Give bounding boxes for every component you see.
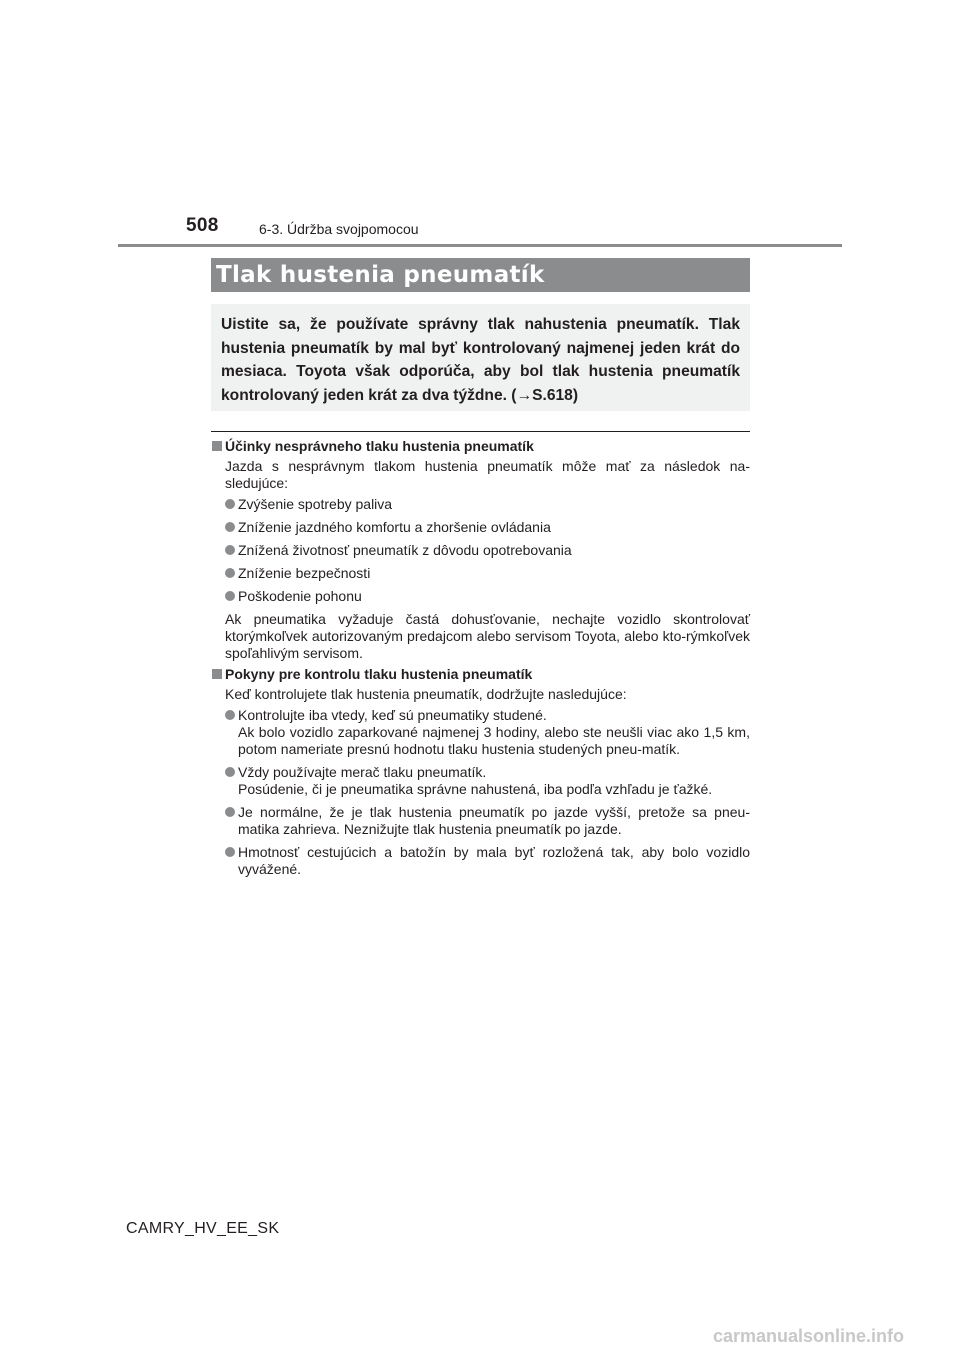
- content: [211, 438, 750, 884]
- subsection-heading-2: Pokyny pre kontrolu tlaku hustenia pneumatík: [211, 666, 750, 683]
- list-item: Zníženie jazdného komfortu a zhoršenie ovládania: [211, 519, 750, 536]
- section-divider: [211, 431, 750, 432]
- circle-bullet-icon: [225, 591, 235, 601]
- header-divider: [118, 244, 842, 247]
- list-item: Znížená životnosť pneumatík z dôvodu opotrebovania: [211, 542, 750, 559]
- list-item: Hmotnosť cestujúcich a batožín by mala byť rozložená tak, aby bolo vozidlo vyvážené.: [211, 844, 750, 878]
- page-title: Tlak hustenia pneumatík: [211, 258, 750, 292]
- list-item: Zvýšenie spotreby paliva: [211, 496, 750, 513]
- page-number: 508: [186, 215, 219, 236]
- circle-bullet-icon: [225, 568, 235, 578]
- list-item: Poškodenie pohonu: [211, 588, 750, 605]
- section-label: 6-3. Údržba svojpomocou: [259, 221, 419, 237]
- circle-bullet-icon: [225, 499, 235, 509]
- list-item: Je normálne, že je tlak hustenia pneumatík po jazde vyšší, pretože sa pneu-matika zahrieva. Neznižujte tlak hustenia pneumatík po jazde.: [211, 804, 750, 838]
- circle-bullet-icon: [225, 522, 235, 532]
- square-bullet-icon: [212, 441, 222, 451]
- square-bullet-icon: [212, 669, 222, 679]
- circle-bullet-icon: [225, 710, 235, 720]
- intro-box: Uistite sa, že používate správny tlak nahustenia pneumatík. Tlak hustenia pneumatík by mal byť kontrolovaný najmenej jeden krát do mesiaca. Toyota však odporúča, aby bol tlak hustenia pneumatík kontrolovaný jeden krát za dva týždne. (→S.618): [211, 304, 750, 411]
- watermark-logo: carmanualsonline.info: [713, 1326, 905, 1346]
- subsection-1-intro: Jazda s nesprávnym tlakom hustenia pneumatík môže mať za následok na-sledujúce:: [225, 458, 750, 491]
- circle-bullet-icon: [225, 767, 235, 777]
- circle-bullet-icon: [225, 545, 235, 555]
- list-item: Kontrolujte iba vtedy, keď sú pneumatiky studené. Ak bolo vozidlo zaparkované najmenej 3 hodiny, alebo ste neušli viac ako 1,5 km, potom nameriate presnú hodnotu tlaku hustenia studených pneu-matík.: [211, 707, 750, 758]
- model-code: CAMRY_HV_EE_SK: [126, 1220, 280, 1237]
- circle-bullet-icon: [225, 847, 235, 857]
- circle-bullet-icon: [225, 807, 235, 817]
- list-item: Vždy používajte merač tlaku pneumatík. Posúdenie, či je pneumatika správne nahustená, iba podľa vzhľadu je ťažké.: [211, 764, 750, 798]
- subsection-heading-1: Účinky nesprávneho tlaku hustenia pneumatík: [211, 438, 750, 455]
- subsection-2-intro: Keď kontrolujete tlak hustenia pneumatík, dodržujte nasledujúce:: [225, 686, 627, 702]
- list-item: Zníženie bezpečnosti: [211, 565, 750, 582]
- subsection-1-outro: Ak pneumatika vyžaduje častá dohusťovanie, nechajte vozidlo skontrolovať ktorýmkoľvek autorizovaným predajcom alebo servisom Toyota, alebo kto-rýmkoľvek spoľahlivým servisom.: [225, 611, 750, 661]
